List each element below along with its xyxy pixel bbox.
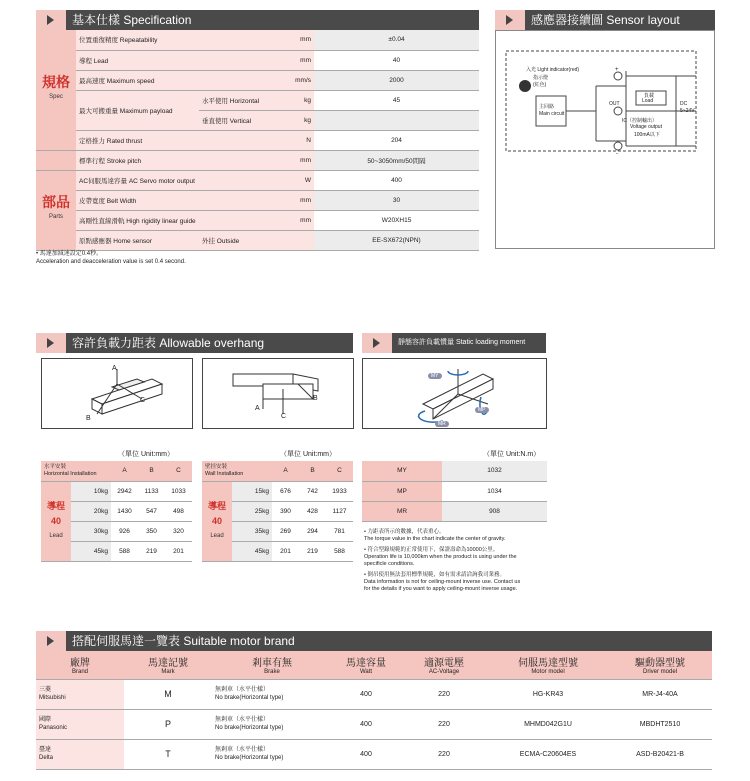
overhang-header bbox=[36, 333, 353, 353]
table-row: 國際 Panasonic P 無剎車（水平仕樣） No brake(Horizontal type) 400 220 MHMD042G1U MBDHT2510 bbox=[36, 709, 712, 739]
table-row: 30kg 926 350 320 bbox=[41, 521, 192, 541]
spec-note: • 馬達加減速設定0.4秒。 Acceleration and deacceleration value is set 0.4 second. bbox=[36, 251, 186, 265]
moment-unit: （單位 Unit:N.m） bbox=[483, 451, 541, 458]
sensor-circuit-svg bbox=[496, 31, 714, 248]
spec-header bbox=[36, 10, 479, 30]
wall-overhang-table bbox=[202, 461, 353, 562]
mp-badge: MP bbox=[475, 407, 489, 413]
axis-b-label: B bbox=[86, 415, 91, 422]
sensor-header bbox=[495, 10, 715, 30]
moment-header-title: 靜態容許負載慣量 Static loading moment bbox=[398, 339, 526, 346]
table-row: 45kg 588 219 201 bbox=[41, 541, 192, 561]
spec-table bbox=[36, 30, 479, 251]
chevron-right-icon bbox=[36, 10, 66, 30]
table-row: 三菱 Mitsubishi M 無剎車（水平仕樣） No brake(Horizontal type) 400 220 HG-KR43 MR-J4-40A bbox=[36, 679, 712, 709]
table-row: 水平安裝 Horizontal Installation A B C bbox=[41, 461, 192, 481]
chevron-right-icon bbox=[495, 10, 525, 30]
voltage-output-label: Voltage output bbox=[630, 124, 662, 130]
main-circuit-label: 主回路 bbox=[539, 104, 555, 110]
table-row: 25kg 390 428 1127 bbox=[202, 501, 353, 521]
table-row: 部品 Parts AC伺服馬達容量 AC Servo motor output W 400 bbox=[36, 170, 479, 190]
motor-header-title: 搭配伺服馬達一覽表 Suitable motor brand bbox=[72, 634, 295, 648]
dc-voltage-label: 5~24V bbox=[680, 108, 695, 114]
chevron-right-icon bbox=[36, 333, 66, 353]
moment-diagram bbox=[362, 358, 547, 429]
overhang-unit-2: （單位 Unit:mm） bbox=[280, 451, 336, 458]
spec-header-title: 基本仕樣 Specification bbox=[72, 13, 192, 27]
moment-svg bbox=[363, 359, 546, 428]
axis-a-label: A bbox=[112, 365, 117, 372]
plus-terminal-icon bbox=[614, 72, 622, 80]
table-row: 規格 Spec 位置重復精度 Repeatability mm ±0.04 bbox=[36, 30, 479, 50]
load-label: 負載 bbox=[644, 93, 655, 99]
horizontal-overhang-table bbox=[41, 461, 192, 562]
chevron-right-icon bbox=[362, 333, 392, 353]
sensor-header-title: 感應器接續圖 Sensor layout bbox=[531, 13, 680, 27]
moment-table bbox=[362, 461, 547, 522]
motor-header-row: 廠牌 Brand 馬達記號 Mark 剎車有無 Brake 馬達容量 Watt 適源電壓 AC-Voltage 伺服馬達型號 Motor model 驅動器型號 Driver model bbox=[36, 651, 712, 679]
main-circuit-en-label: Main circuit bbox=[539, 111, 565, 117]
wall-axis-c-label: C bbox=[281, 413, 287, 420]
chevron-right-icon bbox=[36, 631, 66, 651]
table-row: 定格推力 Rated thrust N 204 bbox=[36, 130, 479, 150]
indicator-red-label: (紅色) bbox=[533, 82, 547, 88]
group-spec: 規格 Spec bbox=[36, 30, 76, 150]
minus-terminal-icon bbox=[614, 142, 622, 150]
my-badge: MY bbox=[428, 373, 442, 379]
current-label: 100mA以下 bbox=[634, 132, 660, 138]
table-row: 皮帶寬度 Belt Width mm 30 bbox=[36, 190, 479, 210]
overhang-unit-1: （單位 Unit:mm） bbox=[118, 451, 174, 458]
table-row: 導程40 Lead 15kg 676 742 1933 bbox=[202, 481, 353, 501]
motor-header bbox=[36, 631, 712, 651]
axis-c-label: C bbox=[140, 397, 146, 404]
overhang-header-title: 容許負載力距表 Allowable overhang bbox=[72, 336, 265, 350]
minus-label: - bbox=[616, 151, 618, 157]
table-row: 臺達 Delta T 無剎車（水平仕樣） No brake(Horizontal type) 400 220 ECMA-C20604ES ASD-B20421-B bbox=[36, 739, 712, 769]
wall-axis-b-label: B bbox=[313, 395, 318, 402]
moment-notes: • 力距表所示的數據，代表重心。 The torque value in the chart indicate the center of gravity. • 符合型錄規範的正常使用下，保證壽命為10000公里。 Operation life is 10,000km when the product is using under the specificle conditions. • 倒吊使用無法套用標準規範，如有需求請洽詢我司業務。 Data information is not for ceiling-mount inverse use. Contact us for the details if you want to apply ceiling-mount inverse usage. bbox=[364, 529, 521, 592]
table-row: 35kg 269 294 781 bbox=[202, 521, 353, 541]
wall-load-diagram bbox=[202, 358, 354, 429]
table-row: 導程40 Lead 10kg 2942 1133 1033 bbox=[41, 481, 192, 501]
out-label: OUT bbox=[609, 101, 620, 107]
plus-label: + bbox=[615, 67, 619, 73]
table-row: 垂直使用 Vertical kg bbox=[36, 110, 479, 130]
load-en-label: Load bbox=[642, 98, 654, 104]
moment-header bbox=[362, 333, 546, 353]
table-row: 標準行程 Stroke pitch mm 50~3050mm/50間隔 bbox=[36, 150, 479, 170]
table-row: 最高速度 Maximum speed mm/s 2000 bbox=[36, 70, 479, 90]
table-row: 最大可搬重量 Maximum payload 水平使用 Horizontal kg 45 bbox=[36, 90, 479, 110]
indicator-cn-label: 指示燈 bbox=[533, 75, 549, 81]
table-row: 原點感應器 Home sensor 外挂 Outside EE-SX672(NPN) bbox=[36, 230, 479, 250]
table-row: 45kg 201 219 588 bbox=[202, 541, 353, 561]
dc-label: DC bbox=[680, 101, 688, 107]
horizontal-load-svg bbox=[42, 359, 192, 428]
group-parts: 部品 Parts bbox=[36, 170, 76, 250]
table-row: MY 1032 bbox=[362, 461, 547, 481]
table-row: 導程 Lead mm 40 bbox=[36, 50, 479, 70]
wall-axis-a-label: A bbox=[255, 405, 260, 412]
table-row: MR 908 bbox=[362, 501, 547, 521]
light-indicator-label: 入光 Light indicator(red) bbox=[526, 67, 580, 73]
motor-table bbox=[36, 651, 712, 770]
sensor-diagram bbox=[495, 30, 715, 249]
table-row: 壁挂安裝 Wall Installation A B C bbox=[202, 461, 353, 481]
out-terminal-icon bbox=[614, 107, 622, 115]
horizontal-load-diagram bbox=[41, 358, 193, 429]
table-row: 高剛性直線滑軌 High rigidity linear guide mm W20XH15 bbox=[36, 210, 479, 230]
table-row: MP 1034 bbox=[362, 481, 547, 501]
control-output-label: IC（控制輸出） bbox=[622, 118, 658, 124]
mr-badge: MR bbox=[435, 421, 449, 427]
table-row: 20kg 1430 547 498 bbox=[41, 501, 192, 521]
led-icon bbox=[519, 80, 531, 92]
wall-load-svg bbox=[203, 359, 353, 428]
